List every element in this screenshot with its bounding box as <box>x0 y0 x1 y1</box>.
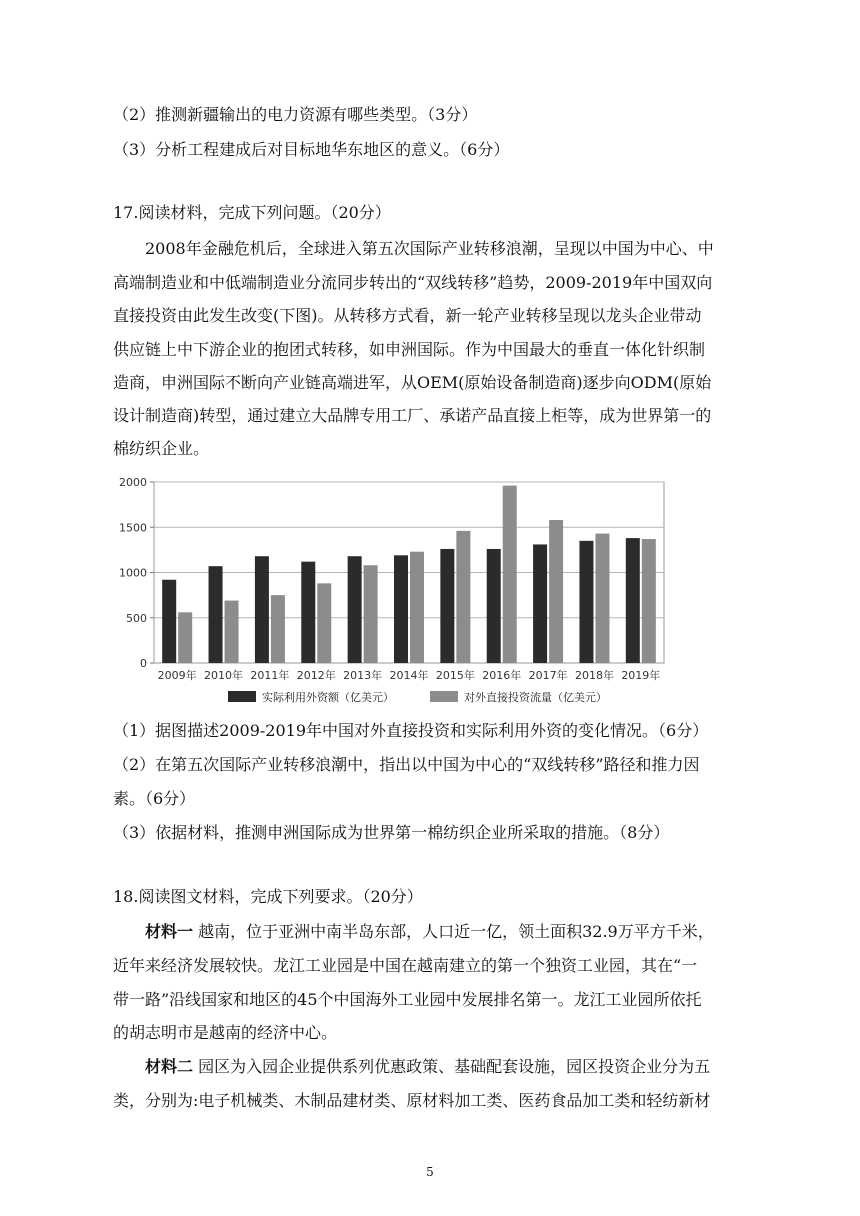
q17-sub3: （3）依据材料，推测申洲国际成为世界第一棉纺织企业所采取的措施。（8分） <box>113 823 670 842</box>
bar-outward-odi <box>456 531 470 663</box>
bar-outward-odi <box>503 486 517 663</box>
y-tick-label: 500 <box>126 611 147 625</box>
chart-y-tick-labels <box>119 476 147 670</box>
x-tick-label: 2010年 <box>204 669 244 682</box>
bar-actual-fdi <box>626 538 640 663</box>
bar-actual-fdi <box>440 549 454 663</box>
q17-sub1: （1）据图描述2009-2019年中国对外直接投资和实际利用外资的变化情况。（6分） <box>113 721 709 740</box>
bar-actual-fdi <box>209 566 223 663</box>
chart-bars <box>162 486 656 663</box>
q17-para-line: 设计制造商)转型，通过建立大品牌专用工厂、承诺产品直接上柜等，成为世界第一的 <box>113 406 712 425</box>
bar-outward-odi <box>595 534 609 663</box>
legend-swatch <box>430 691 458 702</box>
legend-label: 实际利用外资额（亿美元） <box>262 691 394 704</box>
y-tick-label: 0 <box>140 657 147 670</box>
x-tick-label: 2019年 <box>621 669 661 682</box>
q17-para-line: 2008年金融危机后，全球进入第五次国际产业转移浪潮，呈现以中国为中心、中 <box>145 239 714 258</box>
q18-material2-text: 园区为入园企业提供系列优惠政策、基础配套设施，园区投资企业分为五 <box>198 1057 711 1076</box>
bar-outward-odi <box>225 601 239 663</box>
q18-material1-label: 材料一 <box>145 922 194 941</box>
bar-outward-odi <box>549 520 563 663</box>
q18-material1-line: 的胡志明市是越南的经济中心。 <box>113 1023 338 1042</box>
x-tick-label: 2014年 <box>389 669 429 682</box>
x-tick-label: 2015年 <box>435 669 475 682</box>
bar-actual-fdi <box>487 549 501 663</box>
bar-outward-odi <box>364 565 378 663</box>
bar-outward-odi <box>178 612 192 663</box>
chart-legend <box>228 690 607 704</box>
q17-para-line: 棉纺织企业。 <box>113 439 210 458</box>
q17-para-line: 供应链上中下游企业的抱团式转移，如申洲国际。作为中国最大的垂直一体化针织制 <box>113 340 706 359</box>
q17-para-line: 直接投资由此发生改变(下图)。从转移方式看，新一轮产业转移呈现以龙头企业带动 <box>113 306 702 325</box>
bar-actual-fdi <box>301 562 315 663</box>
q17-title: 17.阅读材料，完成下列问题。（20分） <box>113 203 391 222</box>
page-number: 5 <box>426 1165 434 1179</box>
bar-outward-odi <box>410 552 424 663</box>
q18-material2-line <box>145 1056 785 1078</box>
legend-swatch <box>228 691 256 702</box>
q18-material1-line: 带一路”沿线国家和地区的45个中国海外工业园中发展排名第一。龙江工业园所依托 <box>113 990 702 1009</box>
q17-para-line: 高端制造业和中低端制造业分流同步转出的“双线转移”趋势，2009-2019年中国双向 <box>113 273 713 292</box>
q17-para-line: 造商，申洲国际不断向产业链高端进军，从OEM(原始设备制造商)逐步向ODM(原始 <box>113 373 712 392</box>
x-tick-label: 2018年 <box>574 669 614 682</box>
q17-sub2-line1: （2）在第五次国际产业转移浪潮中，指出以中国为中心的“双线转移”路径和推力因 <box>113 755 700 774</box>
bar-outward-odi <box>271 595 285 663</box>
q18-material2-line: 类，分别为:电子机械类、木制品建材类、原材料加工类、医药食品加工类和轻纺新材 <box>113 1091 711 1110</box>
y-tick-label: 1000 <box>119 566 147 580</box>
q16-sub2: （2）推测新疆输出的电力资源有哪些类型。（3分） <box>113 105 478 124</box>
chart-x-tick-labels <box>158 668 661 682</box>
q18-material1-line: 近年来经济发展较快。龙江工业园是中国在越南建立的第一个独资工业园，其在“一 <box>113 956 698 975</box>
bar-actual-fdi <box>162 580 176 663</box>
bar-outward-odi <box>317 583 331 663</box>
q18-title: 18.阅读图文材料，完成下列要求。（20分） <box>113 887 423 906</box>
bar-actual-fdi <box>533 544 547 663</box>
x-tick-label: 2012年 <box>296 669 336 682</box>
legend-label: 对外直接投资流量（亿美元） <box>464 691 607 704</box>
q18-material1-line <box>145 921 785 943</box>
bar-actual-fdi <box>394 555 408 663</box>
y-tick-label: 1500 <box>119 521 147 535</box>
x-tick-label: 2009年 <box>157 669 197 682</box>
bar-actual-fdi <box>348 556 362 663</box>
x-tick-label: 2011年 <box>250 669 290 682</box>
q18-material1-text: 越南，位于亚洲中南半岛东部，人口近一亿，领土面积32.9万平方千米， <box>198 922 714 941</box>
x-tick-label: 2013年 <box>343 669 383 682</box>
q16-sub3: （3）分析工程建成后对目标地华东地区的意义。（6分） <box>113 140 510 159</box>
investment-bar-chart <box>108 472 670 710</box>
x-tick-label: 2017年 <box>528 669 568 682</box>
bar-outward-odi <box>642 539 656 663</box>
q18-material2-label: 材料二 <box>145 1057 194 1076</box>
q17-sub2-line2: 素。（6分） <box>113 789 196 808</box>
bar-actual-fdi <box>255 556 269 663</box>
x-tick-label: 2016年 <box>482 669 522 682</box>
bar-actual-fdi <box>579 541 593 663</box>
y-tick-label: 2000 <box>119 476 147 489</box>
